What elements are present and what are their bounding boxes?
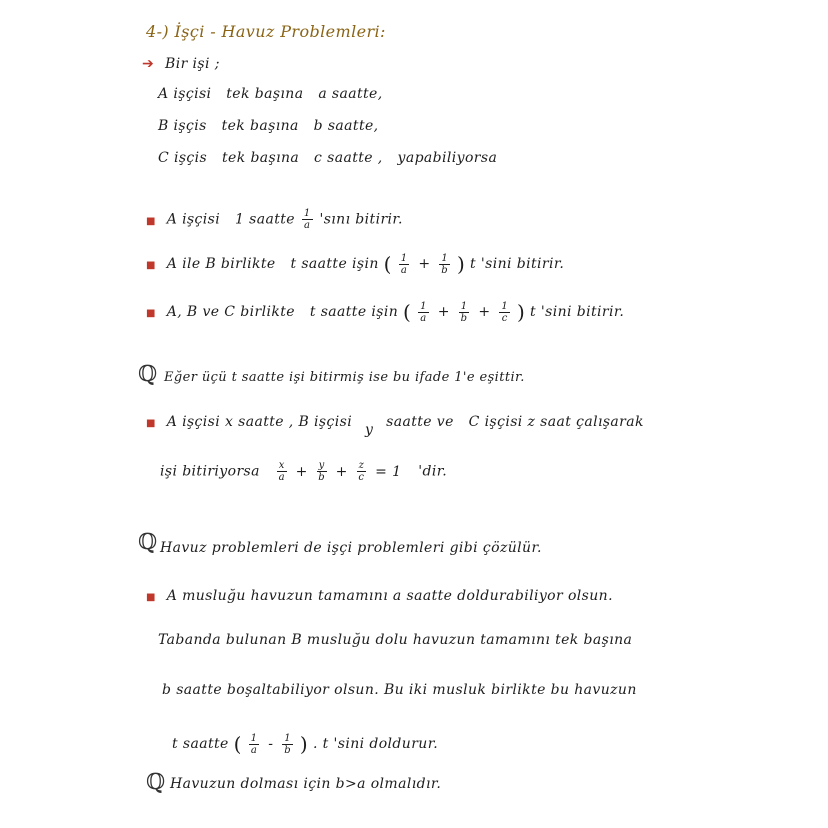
row-subject: B işçis (158, 118, 207, 134)
fraction: $\frac{x}{a}$ (278, 460, 285, 483)
example-text: A işçisi x saatte , (166, 414, 294, 430)
rule-text: t 'sini bitirir. (470, 256, 565, 272)
row-subject: C işçis (158, 150, 208, 166)
note-1: Eğer üçü t saatte işi bitirmiş ise bu ifade 1'e eşittir. (164, 370, 525, 385)
example-line-2 (160, 460, 447, 483)
rule-text: 1 saatte (234, 211, 295, 228)
example-text: B işçisi (298, 414, 353, 430)
operator: + (418, 256, 431, 272)
row-mid: tek başına (222, 150, 300, 166)
bullet-icon: ■ (146, 592, 156, 603)
example-line-1 (146, 414, 644, 438)
note-icon: ℚ (146, 770, 166, 795)
fraction: $\frac{1}{b}$ (460, 300, 468, 324)
rule-text: t 'sini bitirir. (530, 304, 625, 320)
operator: + (295, 463, 308, 480)
intro-row-c (158, 150, 497, 166)
note-icon: ℚ (138, 362, 158, 387)
bullet-icon: ■ (146, 418, 156, 429)
rule-2: ■ A ile B birlikte t saatte işin ( $\frac{1}{a}$ + $\frac{1}{b}$ ) t 'sini bitirir. (146, 252, 565, 276)
page-title: 4-) İşçi - Havuz Problemleri: (146, 22, 386, 41)
row-time: b saatte, (313, 118, 379, 134)
row-mid: tek başına (226, 86, 304, 102)
arrow-icon: ➔ (142, 56, 155, 72)
note-2: Havuz problemleri de işçi problemleri gibi çözülür. (160, 540, 542, 556)
row-time: a saatte, (318, 86, 383, 102)
fraction: $\frac{1}{a}$ (303, 208, 311, 231)
intro-row-b (158, 118, 379, 134)
bullet-icon: ■ (146, 215, 156, 227)
rule-text: t saatte işin (290, 256, 379, 272)
pool-line-1 (146, 588, 613, 604)
intro-suffix: yapabiliyorsa (397, 150, 498, 166)
fraction: $\frac{1}{b}$ (441, 252, 449, 276)
example-text: işi bitiriyorsa (160, 463, 260, 480)
rule-text: A ile B birlikte (166, 256, 276, 272)
intro-line (142, 56, 220, 72)
fraction: $\frac{y}{b}$ (318, 460, 326, 483)
intro-row-a (158, 86, 383, 102)
equals: = 1 (375, 463, 402, 480)
note-3: Havuzun dolması için b>a olmalıdır. (170, 776, 442, 792)
rule-1 (146, 208, 403, 231)
row-time: c saatte , (314, 150, 383, 166)
note-icon: ℚ (138, 530, 158, 555)
fraction: $\frac{1}{b}$ (284, 732, 292, 756)
fraction: $\frac{z}{c}$ (358, 460, 365, 483)
pool-line-2: Tabanda bulunan B musluğu dolu havuzun tamamını tek başına (158, 632, 633, 648)
pool-text: . t 'sini doldurur. (312, 736, 439, 752)
fraction: $\frac{1}{a}$ (420, 300, 427, 324)
pool-line-4: t saatte ( $\frac{1}{a}$ - $\frac{1}{b}$ ) . t 'sini doldurur. (172, 732, 439, 756)
operator: - (268, 736, 274, 752)
example-text: saatte ve (386, 414, 454, 430)
pool-text: t saatte (172, 736, 229, 752)
rule-text: 'sını bitirir. (319, 211, 403, 228)
bullet-icon: ■ (146, 260, 156, 271)
rule-text: A, B ve C birlikte (166, 304, 295, 320)
intro-text: Bir işi ; (165, 56, 220, 72)
example-text: 'dir. (418, 463, 448, 480)
example-var: y (364, 422, 374, 438)
bullet-icon: ■ (146, 308, 156, 319)
example-text: C işçisi z saat çalışarak (468, 414, 644, 430)
operator: + (437, 304, 450, 320)
row-subject: A işçisi (158, 86, 212, 102)
fraction: $\frac{1}{a}$ (400, 252, 408, 276)
rule-text: A işçisi (166, 211, 221, 228)
rule-3: ■ A, B ve C birlikte t saatte işin ( $\frac{1}{a}$ + $\frac{1}{b}$ + $\frac{1}{c}$ ) t 'sini bitirir. (146, 300, 625, 324)
pool-text: A musluğu havuzun tamamını a saatte doldurabiliyor olsun. (166, 588, 613, 604)
operator: + (478, 304, 491, 320)
operator: + (335, 463, 348, 480)
row-mid: tek başına (221, 118, 299, 134)
rule-text: t saatte işin (309, 304, 399, 320)
fraction: $\frac{1}{c}$ (501, 300, 509, 324)
fraction: $\frac{1}{a}$ (250, 732, 258, 756)
pool-line-3: b saatte boşaltabiliyor olsun. Bu iki musluk birlikte bu havuzun (162, 682, 637, 698)
